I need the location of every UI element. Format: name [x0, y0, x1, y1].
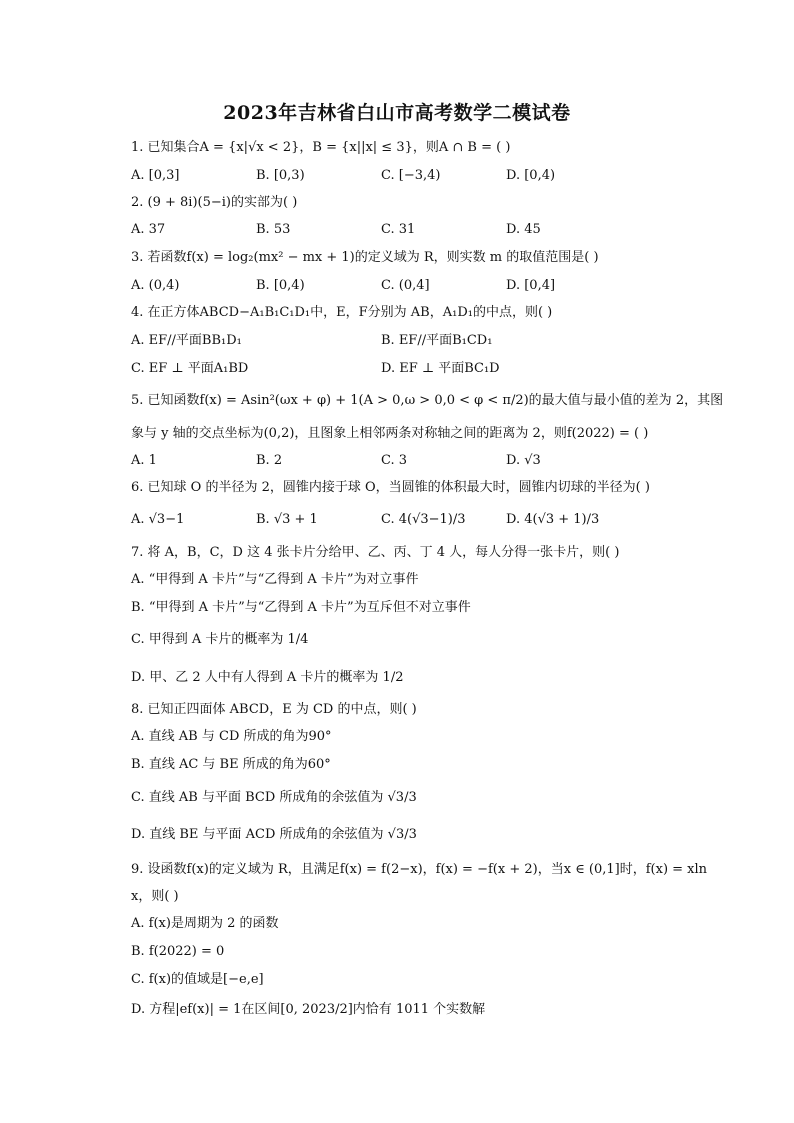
question-8-option-a: A. 直线 AB 与 CD 所成的角为90° — [131, 729, 332, 744]
option-d: D. EF ⊥ 平面BC₁D — [381, 361, 500, 376]
question-4-stem: 4. 在正方体ABCD−A₁B₁C₁D₁中，E，F分别为 AB，A₁D₁的中点，则( ) — [131, 305, 553, 320]
question-8-option-d: D. 直线 BE 与平面 ACD 所成角的余弦值为 √3/3 — [131, 827, 417, 842]
question-4-options-row2 — [131, 359, 691, 379]
question-7-option-d: D. 甲、乙 2 人中有人得到 A 卡片的概率为 1/2 — [131, 670, 404, 685]
question-6-options — [131, 510, 691, 530]
exam-title: 2023年吉林省白山市高考数学二模试卷 — [223, 102, 571, 124]
option-d: D. 45 — [506, 222, 541, 237]
question-8-stem: 8. 已知正四面体 ABCD，E 为 CD 的中点，则( ) — [131, 702, 417, 717]
option-d: D. 4(√3 + 1)/3 — [506, 512, 600, 527]
question-5-stem-cont: 象与 y 轴的交点坐标为(0,2)，且图象上相邻两条对称轴之间的距离为 2，则f(2022) = ( ) — [131, 426, 649, 441]
question-1-options — [131, 166, 691, 186]
question-7-option-b: B. “甲得到 A 卡片”与“乙得到 A 卡片”为互斥但不对立事件 — [131, 600, 471, 615]
question-9-option-d: D. 方程|ef(x)| = 1在区间[0, 2023/2]内恰有 1011 个实数解 — [131, 1002, 486, 1017]
option-b: B. 53 — [256, 222, 291, 237]
option-c: C. [−3,4) — [381, 168, 441, 183]
option-d: D. √3 — [506, 453, 541, 468]
option-c: C. EF ⊥ 平面A₁BD — [131, 361, 249, 376]
question-7-option-a: A. “甲得到 A 卡片”与“乙得到 A 卡片”为对立事件 — [131, 572, 419, 587]
question-9-option-c: C. f(x)的值域是[−e,e] — [131, 972, 264, 987]
question-6-stem: 6. 已知球 O 的半径为 2，圆锥内接于球 O，当圆锥的体积最大时，圆锥内切球的半径为( ) — [131, 480, 650, 495]
option-c: C. 3 — [381, 453, 408, 468]
question-5-options — [131, 451, 691, 471]
option-a: A. EF//平面BB₁D₁ — [131, 333, 242, 348]
option-d: D. [0,4) — [506, 168, 556, 183]
option-c: C. (0,4] — [381, 278, 430, 293]
question-3-stem: 3. 若函数f(x) = log₂(mx² − mx + 1)的定义域为 R，则实数 m 的取值范围是( ) — [131, 250, 599, 265]
question-2-stem: 2. (9 + 8i)(5−i)的实部为( ) — [131, 195, 298, 210]
option-b: B. √3 + 1 — [256, 512, 318, 527]
option-d: D. [0,4] — [506, 278, 556, 293]
question-1-stem: 1. 已知集合A = {x|√x < 2}，B = {x||x| ≤ 3}，则A ∩ B = ( ) — [131, 140, 511, 155]
question-7-option-c: C. 甲得到 A 卡片的概率为 1/4 — [131, 632, 309, 647]
option-a: A. 37 — [131, 222, 166, 237]
question-9-stem-cont: x，则( ) — [131, 889, 179, 904]
question-2-options — [131, 220, 691, 240]
question-7-stem: 7. 将 A，B，C，D 这 4 张卡片分给甲、乙、丙、丁 4 人，每人分得一张卡片，则( ) — [131, 545, 620, 560]
question-8-option-b: B. 直线 AC 与 BE 所成的角为60° — [131, 757, 331, 772]
option-a: A. [0,3] — [131, 168, 180, 183]
question-8-option-c: C. 直线 AB 与平面 BCD 所成角的余弦值为 √3/3 — [131, 790, 417, 805]
question-4-options-row1 — [131, 331, 691, 351]
question-9-option-a: A. f(x)是周期为 2 的函数 — [131, 916, 279, 931]
option-a: A. √3−1 — [131, 512, 185, 527]
option-a: A. 1 — [131, 453, 157, 468]
question-9-stem: 9. 设函数f(x)的定义域为 R，且满足f(x) = f(2−x)，f(x) = −f(x + 2)，当x ∈ (0,1]时，f(x) = xln — [131, 862, 708, 877]
question-3-options — [131, 276, 691, 296]
option-a: A. (0,4) — [131, 278, 180, 293]
option-b: B. 2 — [256, 453, 283, 468]
option-c: C. 31 — [381, 222, 416, 237]
option-b: B. EF//平面B₁CD₁ — [381, 333, 493, 348]
question-5-stem: 5. 已知函数f(x) = Asin²(ωx + φ) + 1(A > 0,ω > 0,0 < φ < π/2)的最大值与最小值的差为 2，其图 — [131, 393, 724, 408]
option-c: C. 4(√3−1)/3 — [381, 512, 466, 527]
question-9-option-b: B. f(2022) = 0 — [131, 944, 225, 959]
option-b: B. [0,3) — [256, 168, 305, 183]
option-b: B. [0,4) — [256, 278, 305, 293]
